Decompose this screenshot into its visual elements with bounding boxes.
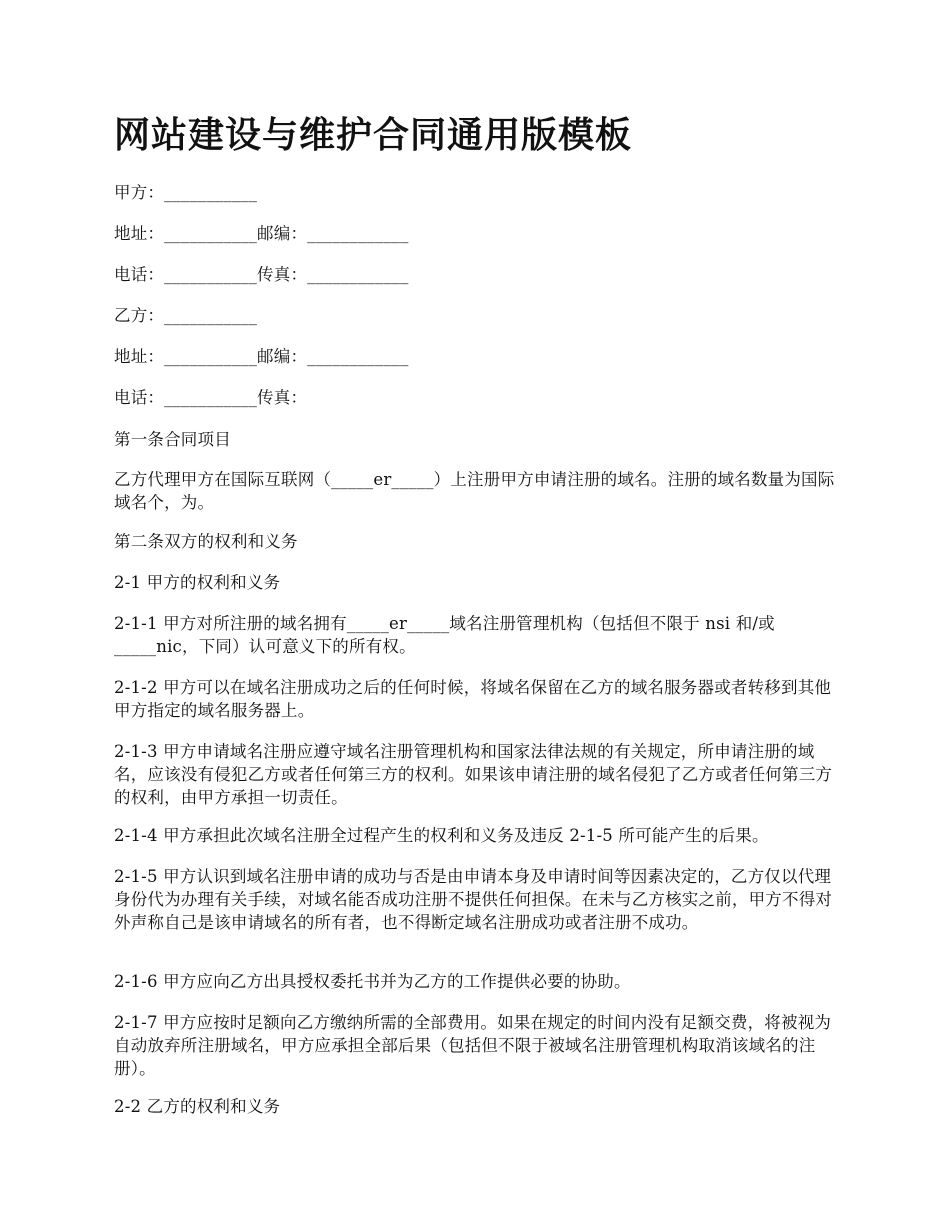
party-a-name-line: 甲方：___________ [114,183,258,202]
section-1-body: 乙方代理甲方在国际互联网（_____er_____）上注册甲方申请注册的域名。注册的域名数量为国际域名个，为。 [114,470,835,512]
clause-2-1-1: 2-1-1 甲方对所注册的域名拥有_____er_____域名注册管理机构（包括但不限于 nsi 和/或_____nic，下同）认可意义下的所有权。 [114,614,775,656]
clause-2-1-7: 2-1-7 甲方应按时足额向乙方缴纳所需的全部费用。如果在规定的时间内没有足额交费，将被视为自动放弃所注册域名，甲方应承担全部后果（包括但不限于被域名注册管理机构取消该域名的注册）。 [114,1013,832,1078]
party-b-phone-line: 电话：___________传真： [114,388,308,407]
section-2-2-heading: 2-2 乙方的权利和义务 [114,1097,281,1116]
document-title: 网站建设与维护合同通用版模板 [114,115,633,156]
party-b-address-line: 地址：___________邮编：____________ [114,347,409,366]
section-2-heading: 第二条双方的权利和义务 [114,532,298,551]
clause-2-1-6: 2-1-6 甲方应向乙方出具授权委托书并为乙方的工作提供必要的协助。 [114,972,631,991]
party-a-address-line: 地址：___________邮编：____________ [114,224,409,243]
clause-2-1-2: 2-1-2 甲方可以在域名注册成功之后的任何时候，将域名保留在乙方的域名服务器或者转移到其他甲方指定的域名服务器上。 [114,678,832,720]
section-1-heading: 第一条合同项目 [114,430,231,449]
section-2-1-heading: 2-1 甲方的权利和义务 [114,573,281,592]
clause-2-1-4: 2-1-4 甲方承担此次域名注册全过程产生的权利和义务及违反 2-1-5 所可能产生的后果。 [114,826,769,845]
clause-2-1-3: 2-1-3 甲方申请域名注册应遵守域名注册管理机构和国家法律法规的有关规定，所申请注册的域名，应该没有侵犯乙方或者任何第三方的权利。如果该申请注册的域名侵犯了乙方或者任何第三方的权利，由甲方承担一切责任。 [114,742,833,807]
party-a-phone-line: 电话：___________传真：____________ [114,265,409,284]
party-b-name-line: 乙方：___________ [114,306,258,325]
clause-2-1-5: 2-1-5 甲方认识到域名注册申请的成功与否是由申请本身及申请时间等因素决定的，乙方仅以代理身份代为办理有关手续，对域名能否成功注册不提供任何担保。在未与乙方核实之前，甲方不得对外声称自己是该申请域名的所有者，也不得断定域名注册成功或者注册不成功。 [114,867,833,932]
